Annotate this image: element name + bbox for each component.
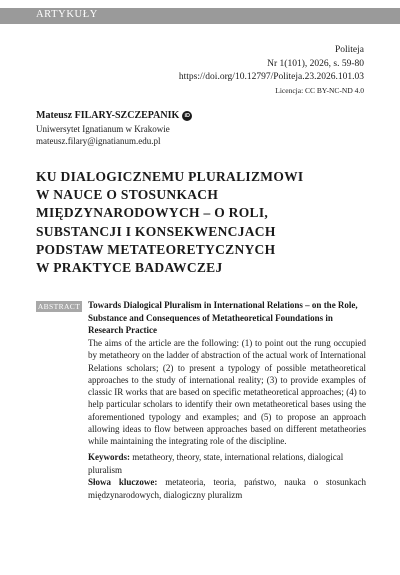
- slowa-kluczowe-label: Słowa kluczowe:: [88, 477, 158, 487]
- issue-info: Nr 1(101), 2026, s. 59-80: [267, 58, 364, 69]
- section-label: ARTYKUŁY: [36, 9, 98, 20]
- author-email[interactable]: mateusz.filary@ignatianum.edu.pl: [36, 136, 161, 146]
- title-line: PODSTAW METATEORETYCZNYCH: [36, 241, 276, 257]
- author-block: [36, 110, 192, 148]
- author-line: [36, 110, 192, 123]
- slowa-kluczowe: [88, 476, 366, 501]
- publication-metadata: [179, 44, 364, 97]
- author-name: Mateusz FILARY-SZCZEPANIK: [36, 110, 180, 121]
- slowa-kluczowe-text: metateoria, teoria, państwo, nauka o stosunkach międzynarodowych, dialogiczny pluralizm: [88, 477, 366, 500]
- orcid-icon[interactable]: iD: [182, 111, 192, 121]
- title-line: SUBSTANCJI I KONSEKWENCJACH: [36, 223, 276, 239]
- title-line: W PRAKTYCE BADAWCZEJ: [36, 260, 223, 276]
- title-line: KU DIALOGICZNEMU PLURALIZMOWI: [36, 169, 304, 184]
- author-affiliation: Uniwersytet Ignatianum w Krakowie: [36, 123, 170, 134]
- abstract-body: The aims of the article are the following: (1) to point out the rung occupied by metatheory on the ladder of abstraction of the actual work of International Relations scholars; (2) to present a typology of possible metatheoretical approaches to the study of international reality; (3) to provide examples of classic IR works that are based on specific metatheoretical approaches; (4) to help particular scholars to identify their own metatheoretical bases using the aforementioned typology and examples; and (5) to propose an approach allowing ideas to flow between approaches based on different metatheories while maintaining the integrating role of the discipline.: [88, 338, 366, 447]
- section-bar: [0, 8, 400, 24]
- journal-name: Politeja: [334, 45, 364, 55]
- abstract-tag: ABSTRACT: [37, 302, 81, 311]
- title-line: MIĘDZYNARODOWYCH – O ROLI,: [36, 205, 269, 221]
- keywords-text: metatheory, theory, state, international relations, dialogical pluralism: [88, 452, 344, 475]
- title-line: W NAUCE O STOSUNKACH: [36, 187, 219, 203]
- abstract-heading: Towards Dialogical Pluralism in International Relations – on the Role, Substance and Consequences of Metatheoretical Foundations in Research Practice: [88, 300, 358, 335]
- article-title: [36, 168, 366, 277]
- doi-link[interactable]: https://doi.org/10.12797/Politeja.23.2026.101.03: [178, 72, 364, 82]
- keywords: [88, 451, 370, 476]
- license-info: Licencja: CC BY-NC-ND 4.0: [275, 85, 364, 95]
- keywords-label: Keywords:: [88, 452, 130, 462]
